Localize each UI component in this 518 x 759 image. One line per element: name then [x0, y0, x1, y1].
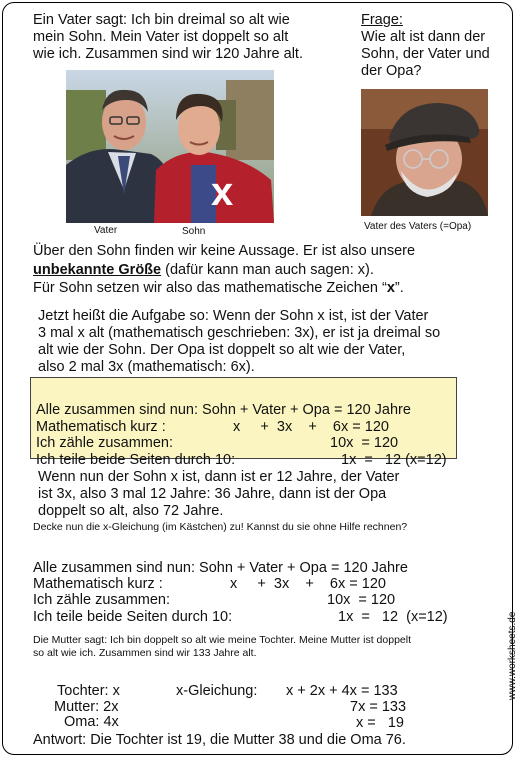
box-row-4-label: Ich teile beide Seiten durch 10: [36, 451, 236, 468]
watermark: www.worksheets.de [507, 611, 518, 700]
box-row-4-equation: 1x = 12 (x=12) [341, 451, 447, 468]
repeat-row-3-label: Ich zähle zusammen: [33, 591, 171, 608]
box-row-3-label: Ich zähle zusammen: [36, 434, 174, 451]
task-line-4: also 2 mal 3x (mathematisch: 6x). [38, 359, 255, 375]
caption-opa: Vater des Vaters (=Opa) [364, 221, 472, 232]
result-line-2: ist 3x, also 3 mal 12 Jahre: 36 Jahre, dann ist der Opa [38, 486, 387, 502]
oma-var: Oma: 4x [64, 713, 119, 730]
repeat-row-2-equation: x + 3x + 6x = 120 [230, 575, 386, 592]
unknown-line-3-text: Für Sohn setzen wir also das mathematische Zeichen “ [33, 280, 387, 296]
mother-line-1: Die Mutter sagt: Ich bin doppelt so alt wie meine Tochter. Meine Mutter ist doppelt [33, 634, 411, 646]
unknown-line-2-rest: (dafür kann man auch sagen: x). [161, 262, 374, 278]
cover-instruction: Decke nun die x-Gleichung (im Kästchen) zu! Kannst du sie ohne Hilfe rechnen? [33, 521, 408, 533]
repeat-row-4-label: Ich teile beide Seiten durch 10: [33, 608, 233, 625]
unknown-line-3-end: ”. [394, 280, 404, 296]
father-son-photo [66, 70, 274, 223]
unknown-quantity-term: unbekannte Größe [33, 262, 162, 278]
mutter-var: Mutter: 2x [54, 698, 119, 715]
question-line-2: Sohn, der Vater und [361, 46, 490, 62]
task-line-1: Jetzt heißt die Aufgabe so: Wenn der Sohn x ist, ist der Vater [38, 308, 429, 324]
unknown-line-2 [33, 262, 374, 279]
task-line-3: alt wie der Sohn. Der Opa ist doppelt so alt wie der Vater, [38, 342, 406, 358]
grandfather-photo [361, 89, 488, 216]
unknown-x-marker: x [211, 170, 234, 214]
repeat-row-1: Alle zusammen sind nun: Sohn + Vater + Opa = 120 Jahre [33, 559, 408, 576]
box-row-1: Alle zusammen sind nun: Sohn + Vater + Opa = 120 Jahre [36, 401, 411, 418]
intro-line-2: mein Sohn. Mein Vater ist doppelt so alt [33, 29, 289, 45]
repeat-row-3-equation: 10x = 120 [327, 591, 396, 608]
unknown-line-3 [33, 280, 404, 297]
repeat-row-2-label: Mathematisch kurz : [33, 575, 163, 592]
question-line-3: der Opa? [361, 63, 422, 79]
intro-line-3: wie ich. Zusammen sind wir 120 Jahre alt. [33, 46, 303, 62]
box-row-3-equation: 10x = 120 [330, 434, 399, 451]
mother-line-2: so alt wie ich. Zusammen sind wir 133 Jahre alt. [33, 647, 257, 659]
x-gleichung-label: x-Gleichung: [176, 682, 258, 699]
intro-line-1: Ein Vater sagt: Ich bin dreimal so alt wie [33, 12, 290, 28]
answer-line: Antwort: Die Tochter ist 19, die Mutter 38 und die Oma 76. [33, 732, 406, 748]
box-row-2-label: Mathematisch kurz : [36, 418, 166, 435]
gleichung-line-3: x = 19 [356, 714, 404, 731]
gleichung-line-1: x + 2x + 4x = 133 [286, 682, 398, 699]
result-line-3: doppelt so alt, also 72 Jahre. [38, 503, 224, 519]
question-label: Frage: [361, 12, 403, 28]
gleichung-line-2: 7x = 133 [350, 698, 407, 715]
box-row-2-equation: x + 3x + 6x = 120 [233, 418, 389, 435]
variable-x: x [386, 280, 395, 296]
caption-sohn: Sohn [182, 226, 206, 237]
repeat-row-4-equation: 1x = 12 (x=12) [338, 608, 448, 625]
tochter-var: Tochter: x [57, 682, 120, 699]
unknown-line-1: Über den Sohn finden wir keine Aussage. Er ist also unsere [33, 243, 416, 259]
caption-vater: Vater [94, 225, 118, 236]
task-line-2: 3 mal x alt (mathematisch geschrieben: 3x), er ist ja dreimal so [38, 325, 441, 341]
question-line-1: Wie alt ist dann der [361, 29, 486, 45]
result-line-1: Wenn nun der Sohn x ist, dann ist er 12 Jahre, der Vater [38, 469, 400, 485]
